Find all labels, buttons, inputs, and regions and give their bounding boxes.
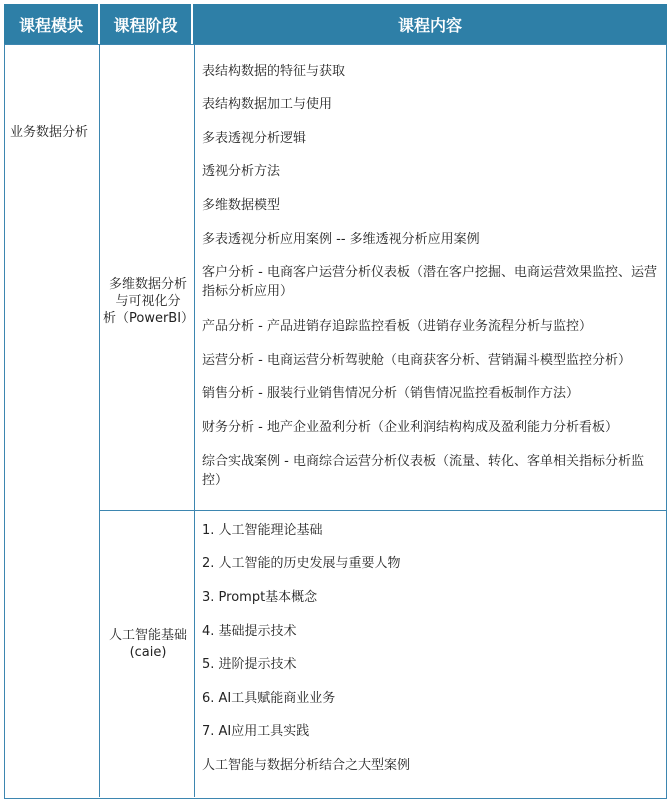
content-item: 7. AI应用工具实践 — [202, 724, 310, 739]
content-item: 1. 人工智能理论基础 — [202, 523, 323, 538]
content-item: 透视分析方法 — [202, 164, 281, 179]
header-course-stage: 课程阶段 — [100, 4, 191, 44]
content-item: 多表透视分析应用案例 -- 多维透视分析应用案例 — [202, 232, 480, 247]
header-course-module: 课程模块 — [4, 4, 98, 44]
content-item: 2. 人工智能的历史发展与重要人物 — [202, 556, 401, 571]
content-item: 表结构数据的特征与获取 — [202, 64, 346, 79]
course-table — [4, 4, 667, 800]
stage-label-line: (caie) — [129, 645, 167, 660]
content-item: 客户分析 - 电商客户运营分析仪表板（潜在客户挖掘、电商运营效果监控、运营指标分析应用） — [202, 265, 657, 299]
content-item: 3. Prompt基本概念 — [202, 590, 318, 605]
module-label: 业务数据分析 — [10, 125, 89, 140]
content-item: 6. AI工具赋能商业业务 — [202, 691, 336, 706]
content-item: 表结构数据加工与使用 — [202, 97, 333, 112]
content-item: 多表透视分析逻辑 — [202, 131, 307, 146]
content-item: 综合实战案例 - 电商综合运营分析仪表板（流量、转化、客单相关指标分析监控） — [202, 454, 644, 488]
content-item: 产品分析 - 产品进销存追踪监控看板（进销存业务流程分析与监控） — [202, 319, 592, 334]
stage-label-line: 与可视化分 — [115, 294, 181, 309]
column-divider — [99, 44, 100, 797]
stage-label-line: 多维数据分析 — [108, 277, 187, 292]
content-item: 4. 基础提示技术 — [202, 624, 297, 639]
column-divider — [194, 44, 195, 797]
stage-label-line: 人工智能基础 — [108, 628, 187, 643]
header-course-content: 课程内容 — [193, 4, 667, 44]
stage-label-ai — [103, 627, 193, 661]
content-item: 财务分析 - 地产企业盈利分析（企业利润结构构成及盈利能力分析看板） — [202, 420, 618, 435]
content-item: 人工智能与数据分析结合之大型案例 — [202, 758, 411, 773]
content-item: 运营分析 - 电商运营分析驾驶舱（电商获客分析、营销漏斗模型监控分析） — [202, 353, 631, 368]
stage-label-powerbi — [103, 276, 193, 327]
stage-label-line: 析（PowerBI） — [103, 311, 195, 326]
content-item: 多维数据模型 — [202, 198, 281, 213]
content-item: 销售分析 - 服装行业销售情况分析（销售情况监控看板制作方法） — [202, 386, 579, 401]
content-item: 5. 进阶提示技术 — [202, 657, 297, 672]
row-divider — [100, 510, 666, 511]
